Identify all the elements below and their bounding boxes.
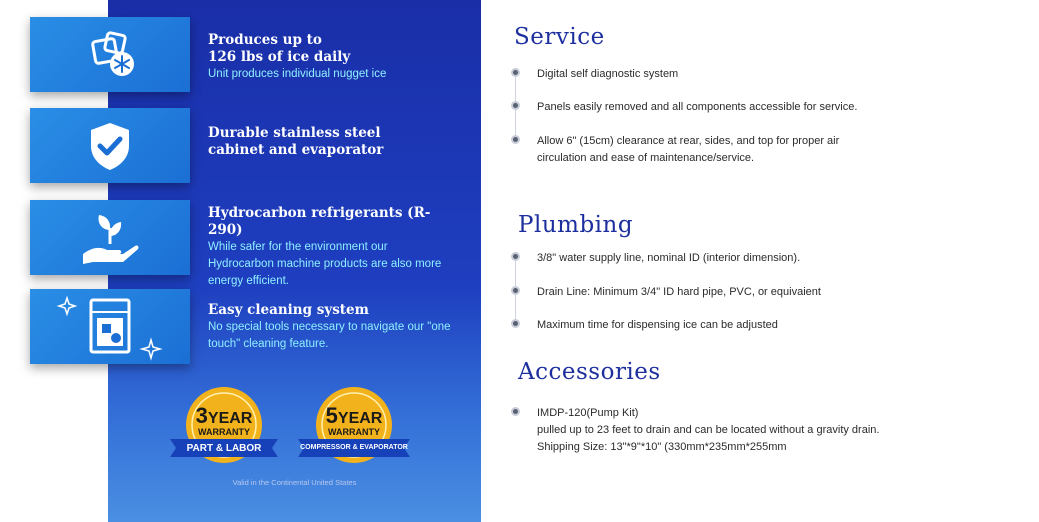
plumbing-list: 3/8" water supply line, nominal ID (interior dimension). Drain Line: Minimum 3/4" ID hard pipe, PVC, or equivaient Maximum time for dispensing ice can be adjusted (514, 250, 974, 330)
warranty-note: Valid in the Continental United States (232, 478, 357, 487)
plant-hand-icon (79, 210, 141, 266)
feature-title: Easy cleaning system (208, 302, 369, 318)
badge-number: 5 (325, 403, 338, 428)
section-title-plumbing: Plumbing (518, 212, 634, 238)
bullet-icon (511, 68, 520, 77)
feature-tile-ice (30, 17, 190, 92)
warranty-badge-5-year (296, 385, 412, 467)
feature-ice (208, 32, 468, 83)
feature-desc: While safer for the environment our Hydrocarbon machine products are also more energy efficient. (208, 241, 442, 287)
feature-hydrocarbon (208, 205, 453, 290)
ice-cubes-icon (80, 30, 140, 80)
badge-ribbon: PART & LABOR (186, 443, 262, 454)
bullet-icon (511, 252, 520, 261)
feature-desc: No special tools necessary to navigate our "one touch" cleaning feature. (208, 321, 451, 350)
bullet-icon (511, 286, 520, 295)
feature-title: Hydrocarbon refrigerants (R-290) (208, 205, 431, 238)
badge-ribbon: COMPRESSOR & EVAPORATOR (300, 444, 408, 451)
section-title-service: Service (514, 24, 605, 50)
cleaning-machine-icon (55, 292, 165, 362)
feature-cleaning (208, 302, 458, 353)
badge-sub: WARRANTY (328, 427, 380, 437)
section-title-accessories: Accessories (518, 359, 661, 385)
warranty-badge-3-year (168, 385, 280, 467)
badge-word: YEAR (337, 410, 383, 427)
feature-tile-stainless (30, 108, 190, 183)
badge-word: YEAR (207, 410, 253, 427)
feature-title: Durable stainless steel cabinet and evaporator (208, 125, 384, 158)
feature-title: Produces up to 126 lbs of ice daily (208, 32, 351, 65)
service-list: Digital self diagnostic system Panels easily removed and all components accessible for service. Allow 6" (15cm) clearance at rear, sides, and top for proper air circulation and ease of maintenance/service. (514, 66, 974, 166)
accessories-list: IMDP-120(Pump Kit) pulled up to 23 feet to drain and can be located without a gravity drain. Shipping Size: 13"*9"*10" (330mm*235mm*255mm (514, 405, 974, 465)
shield-check-icon (85, 120, 135, 172)
bullet-icon (511, 101, 520, 110)
bullet-icon (511, 407, 520, 416)
feature-desc: Unit produces individual nugget ice (208, 68, 387, 80)
bullet-icon (511, 135, 520, 144)
badge-number: 3 (195, 403, 208, 428)
bullet-icon (511, 319, 520, 328)
feature-stainless (208, 125, 468, 159)
feature-tile-cleaning (30, 289, 190, 364)
badge-sub: WARRANTY (198, 427, 250, 437)
feature-tile-hydrocarbon (30, 200, 190, 275)
